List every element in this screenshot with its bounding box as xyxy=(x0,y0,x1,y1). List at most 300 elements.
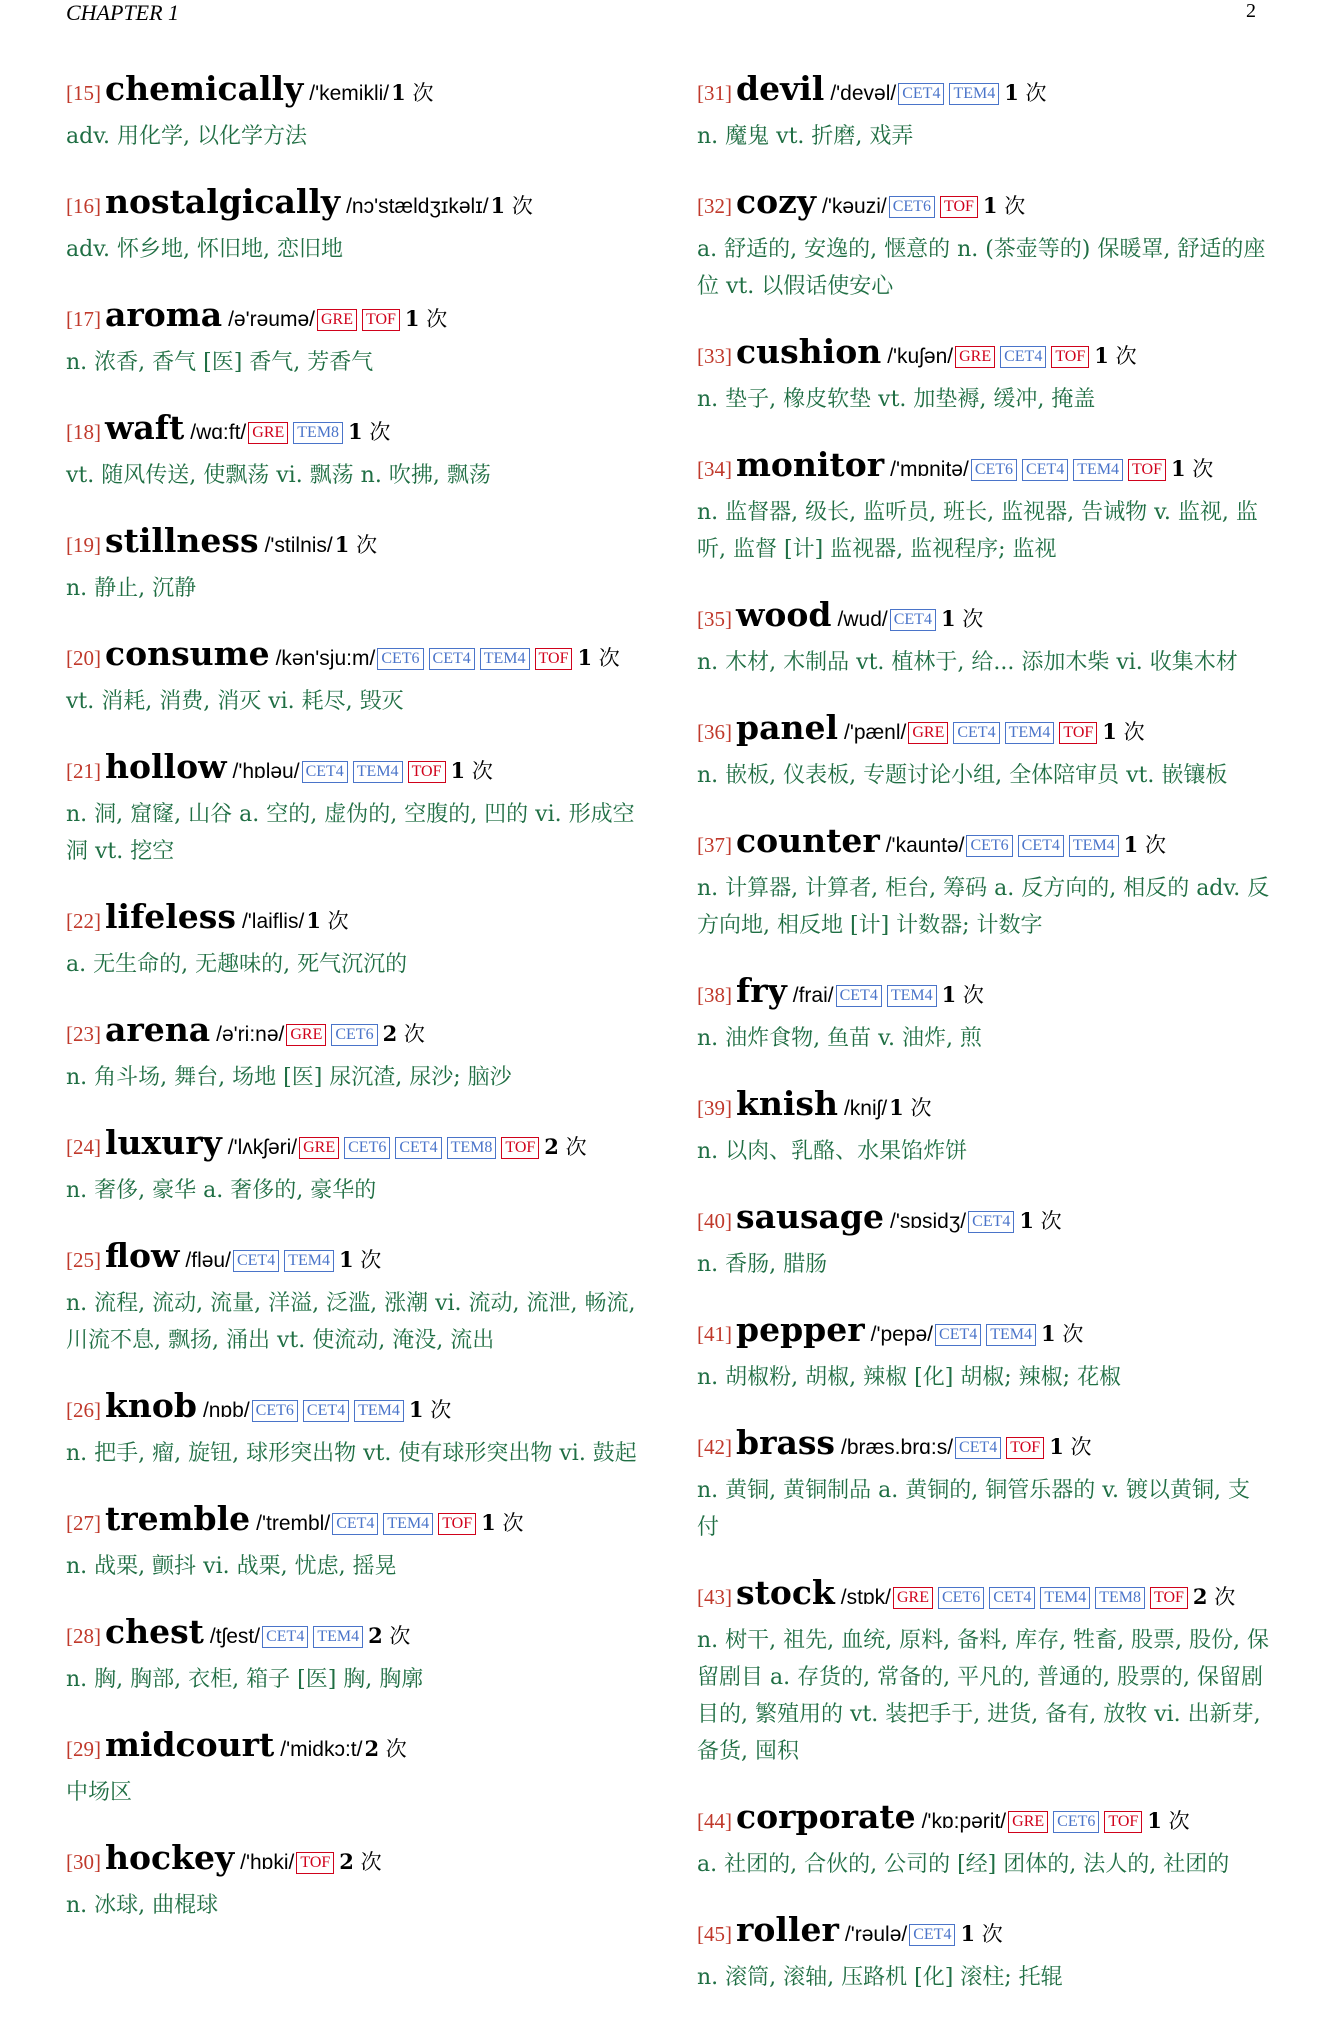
count-number: 1 xyxy=(982,193,998,218)
headword: arena xyxy=(105,1010,211,1049)
count-unit: 次 xyxy=(1115,344,1137,368)
entry-headline xyxy=(66,181,640,229)
entry-headline xyxy=(66,896,640,944)
phonetic: /'sɒsidʒ/ xyxy=(889,1210,967,1233)
headword: knob xyxy=(105,1386,197,1425)
count-number: 1 xyxy=(404,306,420,331)
vocab-entry xyxy=(66,633,640,720)
count-number: 1 xyxy=(481,1510,496,1535)
vocab-entry xyxy=(66,1235,640,1359)
exam-tag-badge: TOF xyxy=(1006,1437,1044,1459)
occurrence-count xyxy=(889,1096,931,1120)
count-number: 2 xyxy=(382,1021,398,1046)
count-unit: 次 xyxy=(910,1096,932,1120)
exam-tag-badge: TEM4 xyxy=(284,1250,334,1272)
definition: a. 舒适的, 安逸的, 惬意的 n. (茶壶等的) 保暖罩, 舒适的座位 vt. 以假话使安心 xyxy=(697,237,1266,299)
exam-tag-badge: CET4 xyxy=(262,1626,308,1648)
occurrence-count xyxy=(1102,720,1144,744)
headword: corporate xyxy=(736,1797,916,1836)
headword: roller xyxy=(736,1910,839,1949)
occurrence-count xyxy=(941,607,983,631)
definition: n. 浓香, 香气 [医] 香气, 芳香气 xyxy=(66,350,374,375)
definition: n. 魔鬼 vt. 折磨, 戏弄 xyxy=(697,124,914,149)
headword: fry xyxy=(736,971,787,1010)
occurrence-count xyxy=(409,1398,451,1422)
definition: n. 嵌板, 仪表板, 专题讨论小组, 全体陪审员 vt. 嵌镶板 xyxy=(697,763,1228,788)
exam-tag-badge: CET4 xyxy=(836,985,882,1007)
entry-number: [15] xyxy=(66,81,101,105)
entry-headline xyxy=(697,331,1271,379)
phonetic: /frai/ xyxy=(792,984,834,1007)
count-unit: 次 xyxy=(565,1135,587,1159)
count-number: 1 xyxy=(1170,456,1186,481)
exam-tag-badge: TEM8 xyxy=(447,1137,497,1159)
entry-number: [18] xyxy=(66,420,101,444)
phonetic: /'kauntə/ xyxy=(885,834,965,857)
definition: n. 计算器, 计算者, 柜台, 筹码 a. 反方向的, 相反的 adv. 反方向地, 相反地 [计] 计数器; 计数字 xyxy=(697,876,1270,938)
count-unit: 次 xyxy=(598,646,620,670)
entry-headline xyxy=(66,1724,640,1772)
entry-number: [27] xyxy=(66,1511,101,1535)
entry-number: [36] xyxy=(697,720,732,744)
occurrence-count xyxy=(405,307,447,331)
exam-tag-badge: CET6 xyxy=(344,1137,390,1159)
entry-headline xyxy=(66,407,640,455)
exam-tag-badge: GRE xyxy=(286,1024,326,1046)
vocab-entry xyxy=(66,181,640,268)
vocab-entry xyxy=(66,294,640,381)
exam-tag-badge: CET6 xyxy=(377,648,423,670)
phonetic: /kniʃ/ xyxy=(843,1097,888,1120)
exam-tag-badge: CET4 xyxy=(953,722,999,744)
occurrence-count xyxy=(544,1135,586,1159)
exam-tag-badge: CET4 xyxy=(1022,459,1068,481)
phonetic: /'laiflis/ xyxy=(241,910,305,933)
definition: vt. 随风传送, 使飘荡 vi. 飘荡 n. 吹拂, 飘荡 xyxy=(66,463,491,488)
entry-number: [42] xyxy=(697,1435,732,1459)
vocab-entry xyxy=(66,1122,640,1209)
exam-tag-badge: CET6 xyxy=(1053,1811,1099,1833)
count-number: 1 xyxy=(490,193,506,218)
exam-tag-badge: CET6 xyxy=(938,1587,984,1609)
count-unit: 次 xyxy=(356,533,378,557)
entry-number: [43] xyxy=(697,1585,732,1609)
definition: n. 黄铜, 黄铜制品 a. 黄铜的, 铜管乐器的 v. 镀以黄铜, 支付 xyxy=(697,1478,1251,1540)
entry-headline xyxy=(66,1385,640,1433)
exam-tag-badge: TOF xyxy=(1150,1587,1188,1609)
headword: pepper xyxy=(736,1310,865,1349)
right-column xyxy=(697,68,1271,2022)
count-unit: 次 xyxy=(412,81,434,105)
occurrence-count xyxy=(348,420,390,444)
vocab-entry xyxy=(66,520,640,607)
occurrence-count xyxy=(1004,81,1046,105)
definition: n. 油炸食物, 鱼苗 v. 油炸, 煎 xyxy=(697,1026,982,1051)
count-unit: 次 xyxy=(1025,81,1047,105)
headword: cushion xyxy=(736,332,882,371)
count-number: 1 xyxy=(1019,1208,1034,1233)
exam-tag-badge: CET4 xyxy=(1018,835,1064,857)
headword: waft xyxy=(105,408,185,447)
running-header xyxy=(66,0,1256,28)
occurrence-count xyxy=(335,533,377,557)
definition: adv. 用化学, 以化学方法 xyxy=(66,124,307,149)
headword: chemically xyxy=(105,69,304,108)
occurrence-count xyxy=(481,1511,523,1535)
entry-number: [39] xyxy=(697,1096,732,1120)
entry-number: [20] xyxy=(66,646,101,670)
vocab-entry xyxy=(66,407,640,494)
exam-tag-badge: GRE xyxy=(893,1587,933,1609)
exam-tag-badge: CET6 xyxy=(966,835,1012,857)
exam-tag-badge: GRE xyxy=(317,309,357,331)
phonetic: /'hɒki/ xyxy=(240,1851,295,1874)
count-unit: 次 xyxy=(369,420,391,444)
exam-tag-badge: TOF xyxy=(940,196,978,218)
phonetic: /'kuʃən/ xyxy=(887,345,954,368)
count-unit: 次 xyxy=(471,759,493,783)
entry-headline xyxy=(697,970,1271,1018)
exam-tag-badge: TEM4 xyxy=(949,83,999,105)
phonetic: /ə'ri:nə/ xyxy=(216,1023,285,1046)
count-number: 1 xyxy=(941,982,957,1007)
entry-number: [16] xyxy=(66,194,101,218)
occurrence-count xyxy=(339,1850,381,1874)
occurrence-count xyxy=(368,1624,410,1648)
headword: devil xyxy=(736,69,825,108)
vocab-entry xyxy=(697,1422,1271,1546)
phonetic: /'hɒləu/ xyxy=(232,760,300,783)
phonetic: /ə'rəumə/ xyxy=(228,308,315,331)
entry-headline xyxy=(697,820,1271,868)
definition: 中场区 xyxy=(66,1780,133,1805)
definition: n. 滚筒, 滚轴, 压路机 [化] 滚柱; 托辊 xyxy=(697,1965,1063,1990)
count-number: 1 xyxy=(889,1095,904,1120)
entry-headline xyxy=(66,1235,640,1283)
count-number: 1 xyxy=(1049,1434,1064,1459)
phonetic: /'devəl/ xyxy=(830,82,897,105)
vocab-entry xyxy=(697,707,1271,794)
entry-headline xyxy=(66,1498,640,1546)
exam-tag-badge: TEM4 xyxy=(1040,1587,1090,1609)
occurrence-count xyxy=(1124,833,1166,857)
exam-tag-badge: TEM8 xyxy=(293,422,343,444)
entry-number: [45] xyxy=(697,1922,732,1946)
exam-tag-badge: TOF xyxy=(362,309,400,331)
occurrence-count xyxy=(339,1248,381,1272)
vocab-entry xyxy=(66,1009,640,1096)
entry-number: [34] xyxy=(697,457,732,481)
vocab-entry xyxy=(66,68,640,155)
exam-tag-badge: TEM4 xyxy=(1005,722,1055,744)
definition: n. 流程, 流动, 流量, 洋溢, 泛滥, 涨潮 vi. 流动, 流泄, 畅流, 川流不息, 飘扬, 涌出 vt. 使流动, 淹没, 流出 xyxy=(66,1291,636,1353)
count-unit: 次 xyxy=(502,1511,524,1535)
headword: knish xyxy=(736,1084,838,1123)
count-number: 1 xyxy=(960,1921,976,1946)
left-column xyxy=(66,68,640,1950)
vocab-entry xyxy=(697,331,1271,418)
count-number: 1 xyxy=(1004,80,1019,105)
phonetic: /'rəulə/ xyxy=(844,1923,908,1946)
entry-headline xyxy=(697,181,1271,229)
count-number: 2 xyxy=(544,1134,559,1159)
exam-tag-badge: CET4 xyxy=(429,648,475,670)
exam-tag-badge: TEM4 xyxy=(1073,459,1123,481)
count-number: 1 xyxy=(334,532,350,557)
exam-tag-badge: GRE xyxy=(955,346,995,368)
headword: brass xyxy=(736,1423,835,1462)
exam-tag-badge: CET4 xyxy=(898,83,944,105)
exam-tag-badge: TOF xyxy=(1128,459,1166,481)
phonetic: /nɔ'stældʒɪkəlɪ/ xyxy=(346,195,489,218)
headword: luxury xyxy=(105,1123,222,1162)
vocab-entry xyxy=(697,1309,1271,1396)
definition: n. 监督器, 级长, 监听员, 班长, 监视器, 告诫物 v. 监视, 监听, 监督 [计] 监视器, 监视程序; 监视 xyxy=(697,500,1258,562)
entry-headline xyxy=(697,1422,1271,1470)
count-number: 1 xyxy=(338,1247,354,1272)
definition: vt. 消耗, 消费, 消灭 vi. 耗尽, 毁灭 xyxy=(66,689,404,714)
definition: n. 胸, 胸部, 衣柜, 箱子 [医] 胸, 胸廓 xyxy=(66,1667,424,1692)
count-unit: 次 xyxy=(1062,1322,1084,1346)
headword: sausage xyxy=(736,1197,884,1236)
count-unit: 次 xyxy=(962,607,984,631)
headword: hollow xyxy=(105,747,227,786)
phonetic: /'pænl/ xyxy=(843,721,907,744)
count-unit: 次 xyxy=(1040,1209,1062,1233)
occurrence-count xyxy=(364,1737,406,1761)
exam-tag-badge: TEM4 xyxy=(986,1324,1036,1346)
exam-tag-badge: CET4 xyxy=(332,1513,378,1535)
count-number: 2 xyxy=(364,1736,380,1761)
definition: n. 胡椒粉, 胡椒, 辣椒 [化] 胡椒; 辣椒; 花椒 xyxy=(697,1365,1122,1390)
headword: flow xyxy=(105,1236,180,1275)
exam-tag-badge: TEM4 xyxy=(354,1400,404,1422)
count-number: 1 xyxy=(348,419,363,444)
phonetic: /bræs.brɑ:s/ xyxy=(841,1436,954,1459)
headword: consume xyxy=(105,634,270,673)
headword: chest xyxy=(105,1612,204,1651)
count-unit: 次 xyxy=(1168,1809,1190,1833)
entry-number: [38] xyxy=(697,983,732,1007)
entry-number: [24] xyxy=(66,1135,101,1159)
entry-headline xyxy=(697,444,1271,492)
phonetic: /stɒk/ xyxy=(840,1586,891,1609)
vocab-entry xyxy=(697,820,1271,944)
exam-tag-badge: CET4 xyxy=(302,761,348,783)
entry-headline xyxy=(697,1196,1271,1244)
entry-headline xyxy=(66,1837,640,1885)
entry-number: [31] xyxy=(697,81,732,105)
definition: a. 社团的, 合伙的, 公司的 [经] 团体的, 法人的, 社团的 xyxy=(697,1852,1230,1877)
entry-headline xyxy=(697,1309,1271,1357)
headword: cozy xyxy=(736,182,817,221)
phonetic: /wɑ:ft/ xyxy=(190,421,247,444)
vocab-entry xyxy=(66,1724,640,1811)
entry-headline xyxy=(66,294,640,342)
occurrence-count xyxy=(942,983,984,1007)
phonetic: /'mɒnitə/ xyxy=(890,458,969,481)
phonetic: /nɒb/ xyxy=(202,1399,250,1422)
vocab-entry xyxy=(697,1572,1271,1770)
headword: wood xyxy=(736,595,832,634)
entry-headline xyxy=(697,594,1271,642)
vocab-entry xyxy=(66,1611,640,1698)
count-unit: 次 xyxy=(1214,1585,1236,1609)
vocab-entry xyxy=(66,896,640,983)
count-number: 1 xyxy=(1123,832,1139,857)
count-unit: 次 xyxy=(1070,1435,1092,1459)
occurrence-count xyxy=(1019,1209,1061,1233)
vocab-entry xyxy=(66,1837,640,1924)
exam-tag-badge: TEM4 xyxy=(383,1513,433,1535)
vocab-entry xyxy=(697,444,1271,568)
exam-tag-badge: CET4 xyxy=(890,609,936,631)
count-number: 1 xyxy=(1041,1321,1056,1346)
exam-tag-badge: TOF xyxy=(1059,722,1097,744)
running-title: CHAPTER 1 xyxy=(66,0,180,25)
count-unit: 次 xyxy=(1192,457,1214,481)
occurrence-count xyxy=(577,646,619,670)
count-number: 2 xyxy=(368,1623,383,1648)
entry-number: [26] xyxy=(66,1398,101,1422)
count-unit: 次 xyxy=(981,1922,1003,1946)
definition: a. 无生命的, 无趣味的, 死气沉沉的 xyxy=(66,952,408,977)
count-unit: 次 xyxy=(389,1624,411,1648)
entry-number: [35] xyxy=(697,607,732,631)
phonetic: /'lʌkʃəri/ xyxy=(227,1136,298,1159)
definition: n. 冰球, 曲棍球 xyxy=(66,1893,219,1918)
definition: n. 垫子, 橡皮软垫 vt. 加垫褥, 缓冲, 掩盖 xyxy=(697,387,1096,412)
count-unit: 次 xyxy=(426,307,448,331)
phonetic: /tʃest/ xyxy=(209,1625,261,1648)
count-number: 1 xyxy=(577,645,593,670)
count-unit: 次 xyxy=(327,909,349,933)
occurrence-count xyxy=(1171,457,1213,481)
vocab-entry xyxy=(697,181,1271,305)
phonetic: /fləu/ xyxy=(185,1249,231,1272)
occurrence-count xyxy=(1041,1322,1083,1346)
count-number: 1 xyxy=(306,908,321,933)
exam-tag-badge: CET4 xyxy=(233,1250,279,1272)
vocab-entry xyxy=(66,1385,640,1472)
exam-tag-badge: GRE xyxy=(248,422,288,444)
exam-tag-badge: CET4 xyxy=(935,1324,981,1346)
vocab-entry xyxy=(66,746,640,870)
entry-headline xyxy=(697,1909,1271,1957)
entry-number: [28] xyxy=(66,1624,101,1648)
exam-tag-badge: GRE xyxy=(908,722,948,744)
entry-number: [30] xyxy=(66,1850,101,1874)
definition: n. 以肉、乳酪、水果馅炸饼 xyxy=(697,1139,968,1164)
exam-tag-badge: TEM4 xyxy=(313,1626,363,1648)
entry-headline xyxy=(697,1796,1271,1844)
entry-headline xyxy=(66,1611,640,1659)
headword: counter xyxy=(736,821,880,860)
exam-tag-badge: GRE xyxy=(1008,1811,1048,1833)
count-unit: 次 xyxy=(1144,833,1166,857)
occurrence-count xyxy=(451,759,493,783)
entry-headline xyxy=(697,1572,1271,1620)
exam-tag-badge: TEM4 xyxy=(480,648,530,670)
occurrence-count xyxy=(960,1922,1002,1946)
entry-number: [25] xyxy=(66,1248,101,1272)
page-number: 2 xyxy=(1246,0,1256,22)
entry-number: [17] xyxy=(66,307,101,331)
count-number: 1 xyxy=(391,80,406,105)
definition: n. 战栗, 颤抖 vi. 战栗, 忧虑, 摇晃 xyxy=(66,1554,397,1579)
occurrence-count xyxy=(1049,1435,1091,1459)
headword: monitor xyxy=(736,445,885,484)
vocab-entry xyxy=(66,1498,640,1585)
headword: tremble xyxy=(105,1499,251,1538)
phonetic: /'trembl/ xyxy=(256,1512,331,1535)
exam-tag-badge: TEM4 xyxy=(887,985,937,1007)
exam-tag-badge: CET6 xyxy=(331,1024,377,1046)
exam-tag-badge: TEM8 xyxy=(1095,1587,1145,1609)
definition: n. 树干, 祖先, 血统, 原料, 备料, 库存, 牲畜, 股票, 股份, 保留剧目 a. 存货的, 常备的, 平凡的, 普通的, 股票的, 保留剧目的, 繁殖用的 vt. 装把手于, 进货, 备有, 放牧 vi. 出新芽, 备货, 囤积 xyxy=(697,1628,1270,1764)
occurrence-count xyxy=(306,909,348,933)
count-unit: 次 xyxy=(360,1850,382,1874)
entry-number: [37] xyxy=(697,833,732,857)
exam-tag-badge: TOF xyxy=(1051,346,1089,368)
entry-headline xyxy=(697,707,1271,755)
headword: lifeless xyxy=(105,897,236,936)
count-unit: 次 xyxy=(430,1398,452,1422)
definition: n. 角斗场, 舞台, 场地 [医] 尿沉渣, 尿沙; 脑沙 xyxy=(66,1065,512,1090)
entry-number: [33] xyxy=(697,344,732,368)
occurrence-count xyxy=(983,194,1025,218)
count-unit: 次 xyxy=(962,983,984,1007)
count-unit: 次 xyxy=(511,194,533,218)
phonetic: /'kɒ:pərit/ xyxy=(921,1810,1007,1833)
entry-number: [22] xyxy=(66,909,101,933)
definition: n. 洞, 窟窿, 山谷 a. 空的, 虚伪的, 空腹的, 凹的 vi. 形成空洞 vt. 挖空 xyxy=(66,802,635,864)
entry-number: [29] xyxy=(66,1737,101,1761)
entry-headline xyxy=(66,1009,640,1057)
exam-tag-badge: CET4 xyxy=(395,1137,441,1159)
entry-headline xyxy=(66,746,640,794)
count-unit: 次 xyxy=(385,1737,407,1761)
definition: n. 奢侈, 豪华 a. 奢侈的, 豪华的 xyxy=(66,1178,377,1203)
count-number: 2 xyxy=(1192,1584,1208,1609)
phonetic: /'kəuzi/ xyxy=(822,195,887,218)
exam-tag-badge: CET4 xyxy=(1000,346,1046,368)
headword: stillness xyxy=(105,521,259,560)
vocab-entry xyxy=(697,1196,1271,1283)
definition: n. 木材, 木制品 vt. 植林于, 给... 添加木柴 vi. 收集木材 xyxy=(697,650,1238,675)
vocab-entry xyxy=(697,1083,1271,1170)
entry-number: [19] xyxy=(66,533,101,557)
exam-tag-badge: CET6 xyxy=(889,196,935,218)
count-number: 1 xyxy=(940,606,956,631)
exam-tag-badge: TOF xyxy=(535,648,573,670)
phonetic: /'stilnis/ xyxy=(264,534,333,557)
count-unit: 次 xyxy=(360,1248,382,1272)
definition: n. 香肠, 腊肠 xyxy=(697,1252,828,1277)
vocab-entry xyxy=(697,594,1271,681)
headword: stock xyxy=(736,1573,835,1612)
entry-headline xyxy=(697,68,1271,116)
definition: n. 静止, 沉静 xyxy=(66,576,197,601)
occurrence-count xyxy=(383,1022,425,1046)
occurrence-count xyxy=(391,81,433,105)
entry-number: [21] xyxy=(66,759,101,783)
count-unit: 次 xyxy=(1123,720,1145,744)
occurrence-count xyxy=(491,194,533,218)
phonetic: /'kemikli/ xyxy=(309,82,390,105)
exam-tag-badge: GRE xyxy=(299,1137,339,1159)
exam-tag-badge: TOF xyxy=(1104,1811,1142,1833)
